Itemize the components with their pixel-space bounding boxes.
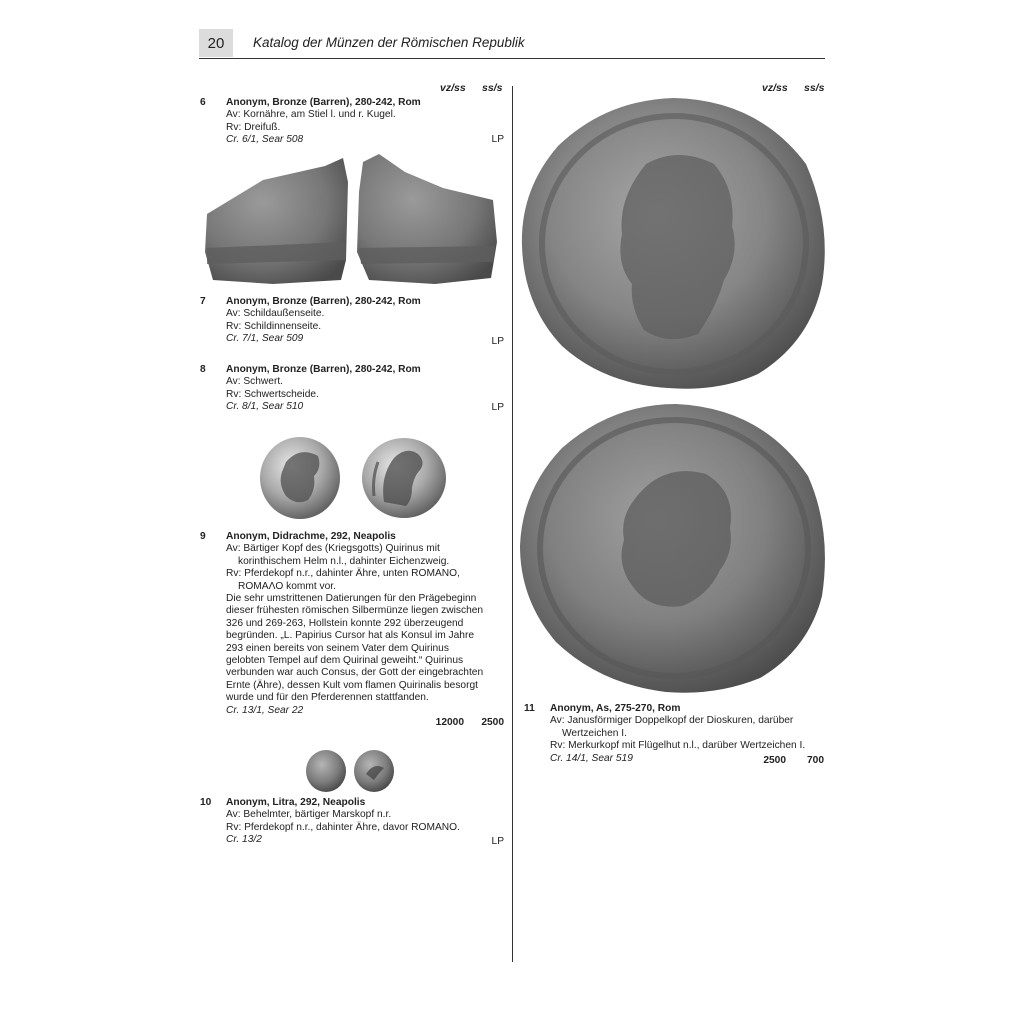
page-header — [199, 28, 825, 59]
entry-title: Anonym, Bronze (Barren), 280-242, Rom — [226, 364, 421, 375]
entry-number: 8 — [200, 364, 206, 375]
entry-title: Anonym, Didrachme, 292, Neapolis — [226, 531, 396, 542]
note-line: dieser frühesten römischen Silbermünze liegen zwischen — [226, 605, 484, 617]
entry-number: 6 — [200, 97, 206, 108]
grade-heading-ss-right: ss/s — [804, 82, 825, 94]
catalog-reference: Cr. 7/1, Sear 509 — [226, 333, 304, 345]
bronze-bar-image — [203, 152, 499, 292]
note-line: 326 und 269-263, Hollstein konnte 292 überzeugend — [226, 617, 464, 629]
entry-number: 7 — [200, 296, 206, 307]
obverse-description: Av: Behelmter, bärtiger Marskopf n.r. — [226, 809, 392, 821]
litra-obverse — [306, 750, 346, 792]
price-lp: LP — [491, 402, 504, 413]
grade-heading-ss-left: ss/s — [482, 82, 503, 94]
obverse-description: Av: Janusförmiger Doppelkopf der Dioskuren, darüber — [550, 715, 794, 727]
running-title: Katalog der Münzen der Römischen Republik — [253, 35, 525, 50]
catalog-reference: Cr. 13/2 — [226, 834, 262, 846]
obverse-description: Av: Schwert. — [226, 376, 283, 388]
entry-number: 10 — [200, 797, 212, 808]
reverse-description: Rv: Schildinnenseite. — [226, 320, 322, 332]
column-divider — [512, 86, 513, 962]
reverse-description: Rv: Dreifuß. — [226, 121, 281, 133]
entry-number: 9 — [200, 531, 206, 542]
obverse-description: Av: Kornähre, am Stiel l. und r. Kugel. — [226, 109, 396, 121]
obverse-description-continued: Wertzeichen I. — [562, 727, 627, 739]
reverse-description-continued: ROMAΛO kommt vor. — [238, 580, 336, 592]
as-reverse-image — [516, 400, 832, 696]
note-line: gelobten Tempel auf dem Quirinal geweiht.“ Quirinus — [226, 655, 464, 667]
catalog-entry-10 — [200, 797, 504, 849]
note-line: begründen. „L. Papirius Cursor hat als Konsul im Jahre — [226, 630, 475, 642]
price-lp: LP — [491, 836, 504, 847]
didrachm-coins-image — [256, 432, 452, 522]
page-number: 20 — [199, 29, 233, 57]
obverse-description: Av: Bärtiger Kopf des (Kriegsgotts) Quirinus mit — [226, 543, 440, 555]
bar-reverse-shape — [357, 154, 497, 284]
catalog-reference: Cr. 6/1, Sear 508 — [226, 134, 304, 146]
note-line: 293 einen bereits von seinem Vater dem Quirinus — [226, 642, 449, 654]
catalog-reference: Cr. 14/1, Sear 519 — [550, 752, 633, 764]
price-ss: 2500 — [481, 717, 504, 728]
price-lp: LP — [491, 134, 504, 145]
catalog-reference: Cr. 8/1, Sear 510 — [226, 401, 304, 413]
catalog-entry-8 — [200, 364, 504, 416]
reverse-description: Rv: Schwertscheide. — [226, 388, 319, 400]
bar-obverse-shape — [205, 158, 348, 284]
obverse-description-continued: korinthischem Helm n.l., dahinter Eichenzweig. — [238, 555, 450, 567]
grade-heading-vz-right: vz/ss — [762, 82, 788, 94]
note-line: wurde und für den Pferderennen stattfanden. — [226, 692, 429, 704]
obverse-description: Av: Schildaußenseite. — [226, 308, 325, 320]
catalog-entry-7 — [200, 296, 504, 348]
note-line: Die sehr umstrittenen Datierungen für den Prägebeginn — [226, 593, 477, 605]
entry-number: 11 — [524, 703, 535, 714]
catalog-entry-9 — [200, 531, 504, 737]
catalog-entry-6 — [200, 97, 504, 149]
note-line: Ernte (Ähre), dessen Kult vom flamen Quirinalis besorgt — [226, 679, 478, 691]
grade-heading-vz-left: vz/ss — [440, 82, 466, 94]
price-lp: LP — [491, 336, 504, 347]
reverse-description: Rv: Pferdekopf n.r., dahinter Ähre, davor ROMANO. — [226, 821, 460, 833]
reverse-description: Rv: Pferdekopf n.r., dahinter Ähre, unten ROMANO, — [226, 568, 460, 580]
reverse-description: Rv: Merkurkopf mit Flügelhut n.l., darüber Wertzeichen I. — [550, 740, 806, 752]
price-vz: 2500 — [763, 755, 786, 766]
entry-title: Anonym, As, 275-270, Rom — [550, 703, 681, 714]
catalog-entry-11 — [524, 703, 828, 769]
entry-title: Anonym, Bronze (Barren), 280-242, Rom — [226, 97, 421, 108]
price-vz: 12000 — [435, 717, 464, 728]
entry-title: Anonym, Bronze (Barren), 280-242, Rom — [226, 296, 421, 307]
price-ss: 700 — [807, 755, 824, 766]
note-line: verbunden war auch Consus, der Gott der eingebrachten — [226, 667, 484, 679]
catalog-reference: Cr. 13/1, Sear 22 — [226, 704, 304, 716]
as-obverse-image — [518, 94, 830, 390]
entry-title: Anonym, Litra, 292, Neapolis — [226, 797, 366, 808]
bar-reverse-ridge — [359, 246, 495, 264]
litra-coins-image — [304, 748, 396, 794]
